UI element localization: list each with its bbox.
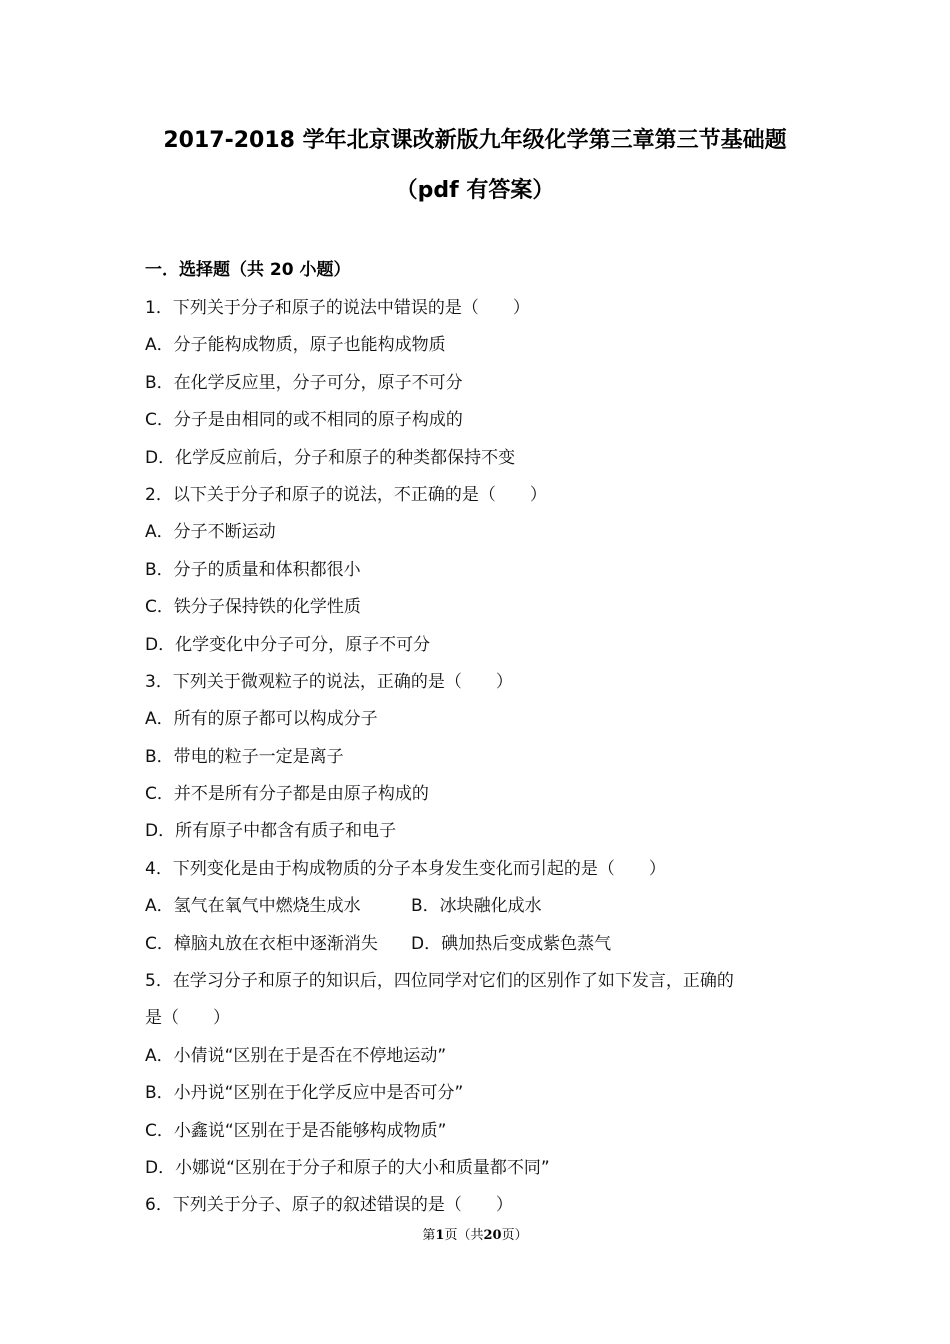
question-line: 4．下列变化是由于构成物质的分子本身发生变化而引起的是（ ）	[145, 858, 666, 879]
document-title-line-2: （pdf 有答案）	[395, 178, 555, 203]
option-line: D．所有原子中都含有质子和电子	[145, 821, 397, 842]
question-line: 2．以下关于分子和原子的说法，不正确的是（ ）	[145, 484, 547, 505]
option-line: B．分子的质量和体积都很小	[145, 559, 361, 580]
question-line: 1．下列关于分子和原子的说法中错误的是（ ）	[145, 298, 530, 318]
option-line: C．分子是由相同的或不相同的原子构成的	[145, 410, 463, 431]
question-line: 5．在学习分子和原子的知识后，四位同学对它们的区别作了如下发言，正确的	[145, 971, 734, 992]
question-line: 6．下列关于分子、原子的叙述错误的是（ ）	[145, 1195, 513, 1216]
option-row	[145, 929, 825, 966]
option-line: B．在化学反应里，分子可分，原子不可分	[145, 372, 463, 393]
option-line: B．小丹说“区别在于化学反应中是否可分”	[145, 1083, 464, 1104]
page-footer	[0, 1226, 950, 1246]
footer-page-number: 1	[435, 1228, 445, 1243]
option-line: C．并不是所有分子都是由原子构成的	[145, 784, 429, 805]
option-line: A．所有的原子都可以构成分子	[145, 709, 378, 730]
option-b: B．冰块融化成水	[411, 896, 542, 917]
option-c: C．樟脑丸放在衣柜中逐渐消失	[145, 933, 378, 954]
option-line: A．分子不断运动	[145, 522, 276, 543]
section-header: 一．选择题（共 20 小题）	[145, 260, 351, 280]
option-line: A．分子能构成物质，原子也能构成物质	[145, 335, 446, 356]
footer-mid: 页（共	[444, 1228, 484, 1243]
option-line: B．带电的粒子一定是离子	[145, 746, 344, 767]
question-line: 3．下列关于微观粒子的说法，正确的是（ ）	[145, 671, 513, 692]
option-line: D．化学变化中分子可分，原子不可分	[145, 634, 431, 655]
option-d: D．碘加热后变成紫色蒸气	[411, 933, 612, 954]
document-title-line-1: 2017-2018 学年北京课改新版九年级化学第三章第三节基础题	[163, 128, 787, 153]
option-line: C．铁分子保持铁的化学性质	[145, 597, 361, 618]
question-line-continued: 是（ ）	[145, 1008, 230, 1029]
option-line: C．小鑫说“区别在于是否能够构成物质”	[145, 1120, 447, 1141]
option-a: A．氢气在氧气中燃烧生成水	[145, 896, 361, 917]
option-row	[145, 891, 825, 928]
footer-prefix: 第	[422, 1228, 436, 1243]
option-line: D．化学反应前后，分子和原子的种类都保持不变	[145, 447, 516, 468]
footer-total-pages: 20	[483, 1228, 502, 1243]
question-list	[145, 293, 825, 1228]
option-line: A．小倩说“区别在于是否在不停地运动”	[145, 1045, 447, 1066]
option-line: D．小娜说“区别在于分子和原子的大小和质量都不同”	[145, 1157, 550, 1178]
footer-suffix: 页）	[501, 1228, 528, 1243]
